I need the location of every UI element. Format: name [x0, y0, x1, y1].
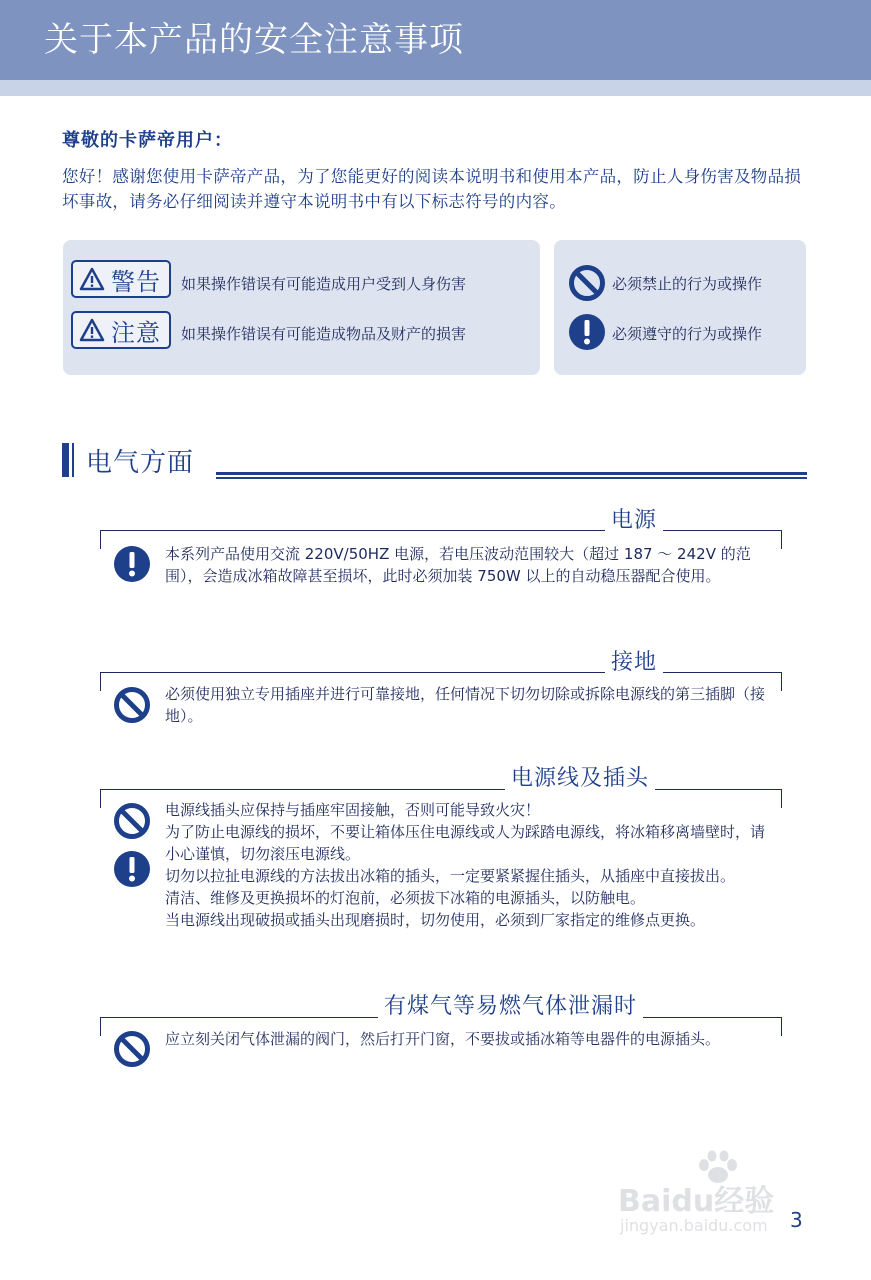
greeting: 尊敬的卡萨帝用户： — [62, 130, 233, 151]
legend-symbol-box — [554, 240, 806, 375]
prohibit-icon — [113, 686, 151, 724]
section-heading — [62, 440, 807, 480]
prohibit-description: 必须禁止的行为或操作 — [612, 275, 763, 293]
prohibit-icon — [568, 264, 606, 302]
caution-description: 如果操作错误有可能造成物品及财产的损害 — [181, 325, 467, 343]
gas-text: 应立刻关闭气体泄漏的阀门，然后打开门窗，不要拔或插冰箱等电器件的电源插头。 — [165, 1030, 721, 1048]
power-title: 电源 — [605, 503, 663, 534]
page-title: 关于本产品的安全注意事项 — [44, 20, 464, 60]
cord-line: 电源线插头应保持与插座牢固接触，否则可能导致火灾！ — [165, 801, 541, 819]
section-marker — [62, 443, 72, 477]
warning-label: 警告 — [111, 267, 161, 296]
mandatory-icon — [568, 313, 606, 351]
power-text: 本系列产品使用交流 220V/50HZ 电源，若电压波动范围较大（超过 187 ～ 242V 的范围），会造成冰箱故障甚至损坏，此时必须加装 750W 以上的自动稳压器配合使用。 — [165, 545, 751, 585]
cord-line: 当电源线出现破损或插头出现磨损时，切勿使用，必须到厂家指定的维修点更换。 — [165, 911, 706, 929]
section-rule — [216, 472, 807, 479]
warning-triangle-icon — [79, 267, 105, 291]
caution-triangle-icon — [79, 318, 105, 342]
prohibit-icon — [113, 802, 151, 840]
page-number: 3 — [790, 1208, 803, 1232]
cord-line: 为了防止电源线的损坏，不要让箱体压住电源线或人为踩踏电源线，将冰箱移离墙壁时，请小心谨慎，切勿滚压电源线。 — [165, 823, 766, 863]
header-strip — [0, 80, 871, 96]
caution-label: 注意 — [111, 318, 161, 347]
ground-title: 接地 — [605, 645, 663, 676]
cord-text — [165, 799, 775, 931]
mandatory-icon — [113, 850, 151, 888]
warning-description: 如果操作错误有可能造成用户受到人身伤害 — [181, 275, 467, 293]
warning-tag — [71, 260, 171, 298]
gas-title: 有煤气等易燃气体泄漏时 — [378, 989, 643, 1020]
mandatory-description: 必须遵守的行为或操作 — [612, 325, 763, 343]
mandatory-icon — [113, 545, 151, 583]
cord-line: 清洁、维修及更换损坏的灯泡前，必须拔下冰箱的电源插头，以防触电。 — [165, 889, 646, 907]
legend-severity-box — [63, 240, 540, 375]
watermark-brand: Baidu经验 — [618, 1184, 775, 1219]
baidu-watermark — [618, 1150, 818, 1250]
section-title: 电气方面 — [86, 448, 195, 478]
intro-paragraph: 您好！感谢您使用卡萨帝产品，为了您能更好的阅读本说明书和使用本产品，防止人身伤害及物品损坏事故，请务必仔细阅读并遵守本说明书中有以下标志符号的内容。 — [62, 167, 802, 211]
cord-title: 电源线及插头 — [505, 761, 655, 792]
caution-tag — [71, 311, 171, 349]
watermark-url: jingyan.baidu.com — [620, 1216, 768, 1235]
ground-text: 必须使用独立专用插座并进行可靠接地，任何情况下切勿切除或拆除电源线的第三插脚（接地）。 — [165, 685, 766, 725]
prohibit-icon — [113, 1030, 151, 1068]
cord-line: 切勿以拉扯电源线的方法拔出冰箱的插头，一定要紧紧握住插头，从插座中直接拔出。 — [165, 867, 736, 885]
